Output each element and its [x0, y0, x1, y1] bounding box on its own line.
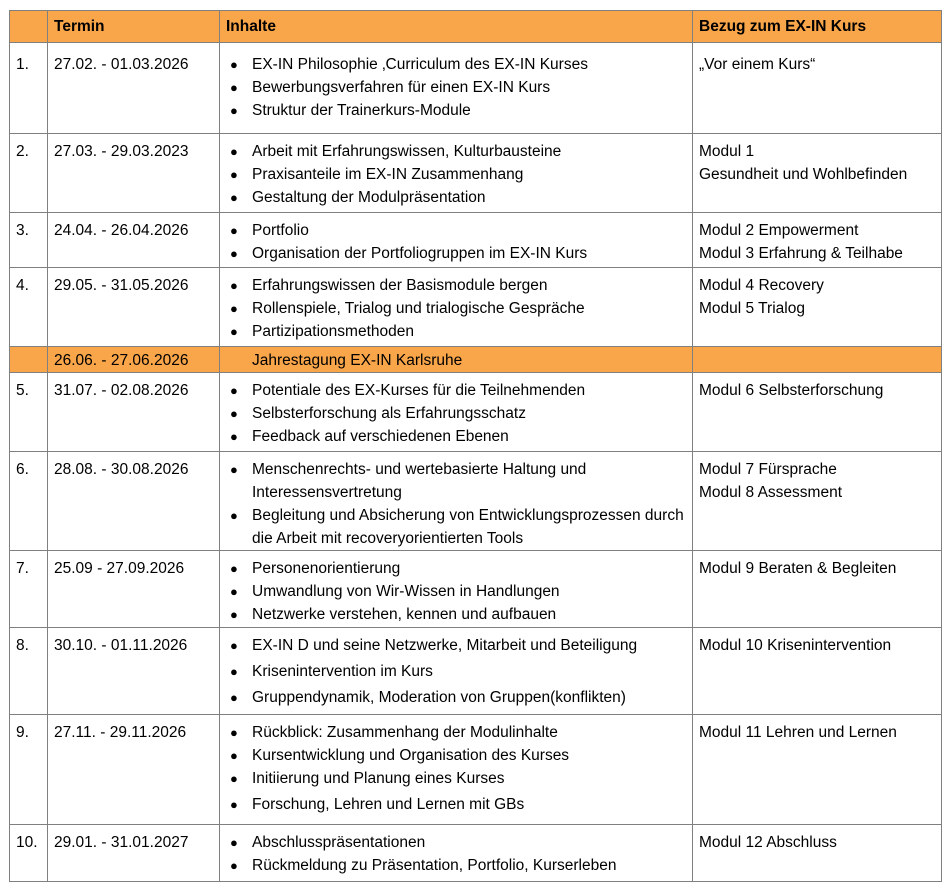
reference-line: Modul 5 Trialog [699, 300, 805, 317]
row-reference [693, 373, 942, 452]
reference-line: Modul 6 Selbsterforschung [699, 382, 884, 399]
content-item: ● Netzwerke verstehen, kennen und aufbauen [226, 603, 686, 626]
row-number: 2. [10, 134, 48, 213]
row-reference [693, 43, 942, 134]
row-number: 3. [10, 213, 48, 268]
bullet-icon: ● [230, 80, 238, 95]
bullet-icon: ● [230, 835, 238, 850]
bullet-icon: ● [230, 508, 238, 523]
row-date: 27.11. - 29.11.2026 [48, 715, 220, 825]
bullet-icon: ● [230, 278, 238, 293]
row-reference [693, 213, 942, 268]
bullet-icon: ● [230, 748, 238, 763]
bullet-icon: ● [230, 223, 238, 238]
row-content [220, 134, 693, 213]
content-item: ● Kursentwicklung und Organisation des Kurses [226, 744, 686, 767]
table-row [10, 268, 942, 347]
row-date: 27.03. - 29.03.2023 [48, 134, 220, 213]
reference-line: Gesundheit und Wohlbefinden [699, 166, 908, 183]
bullet-icon: ● [230, 103, 238, 118]
bullet-icon: ● [230, 429, 238, 444]
content-item: ● Menschenrechts- und wertebasierte Haltung und Interessensvertretung [226, 458, 686, 504]
row-reference [693, 551, 942, 628]
row-reference [693, 134, 942, 213]
table-row [10, 715, 942, 825]
content-item: ● Gestaltung der Modulpräsentation [226, 186, 686, 209]
bullet-icon: ● [230, 462, 238, 477]
row-content [220, 551, 693, 628]
bullet-icon: ● [230, 144, 238, 159]
row-content [220, 452, 693, 551]
reference-line: Modul 8 Assessment [699, 484, 843, 501]
row-date: 28.08. - 30.08.2026 [48, 452, 220, 551]
row-reference [693, 268, 942, 347]
bullet-icon: ● [230, 246, 238, 261]
row-number: 1. [10, 43, 48, 134]
content-item: ● Organisation der Portfoliogruppen im EX-IN Kurs [226, 242, 686, 265]
row-content [220, 628, 693, 715]
reference-line: Modul 10 Krisenintervention [699, 637, 892, 654]
bullet-icon: ● [230, 725, 238, 740]
bullet-icon: ● [230, 797, 238, 812]
table-row [10, 452, 942, 551]
bullet-icon: ● [230, 383, 238, 398]
table-row [10, 134, 942, 213]
bullet-icon: ● [230, 190, 238, 205]
table-row [10, 373, 942, 452]
bullet-icon: ● [230, 324, 238, 339]
row-content [220, 373, 693, 452]
row-number: 10. [10, 825, 48, 882]
row-content [220, 825, 693, 882]
row-reference [693, 452, 942, 551]
row-date: 24.04. - 26.04.2026 [48, 213, 220, 268]
row-date: 30.10. - 01.11.2026 [48, 628, 220, 715]
content-item: ● Forschung, Lehren und Lernen mit GBs [226, 793, 686, 816]
reference-line: „Vor einem Kurs“ [699, 56, 816, 73]
bullet-icon: ● [230, 57, 238, 72]
row-number: 8. [10, 628, 48, 715]
reference-line: Modul 2 Empowerment [699, 222, 859, 239]
content-item: ● Arbeit mit Erfahrungswissen, Kulturbausteine [226, 140, 686, 163]
content-item: ● Potentiale des EX-Kurses für die Teilnehmenden [226, 379, 686, 402]
reference-line: Modul 7 Fürsprache [699, 461, 837, 478]
row-content [220, 347, 693, 373]
row-number: 5. [10, 373, 48, 452]
reference-line: Modul 9 Beraten & Begleiten [699, 560, 897, 577]
bullet-icon: ● [230, 167, 238, 182]
content-item: ● EX-IN Philosophie ‚Curriculum des EX-IN Kurses [226, 53, 686, 76]
reference-line: Modul 3 Erfahrung & Teilhabe [699, 245, 903, 262]
bullet-icon: ● [230, 690, 238, 705]
row-number [10, 347, 48, 373]
content-item: ● Rollenspiele, Trialog und trialogische Gespräche [226, 297, 686, 320]
row-reference [693, 715, 942, 825]
bullet-icon: ● [230, 638, 238, 653]
row-date: 31.07. - 02.08.2026 [48, 373, 220, 452]
row-date: 27.02. - 01.03.2026 [48, 43, 220, 134]
row-reference [693, 825, 942, 882]
content-item: ● Erfahrungswissen der Basismodule bergen [226, 274, 686, 297]
event-title: Jahrestagung EX-IN Karlsruhe [252, 352, 463, 369]
bullet-icon: ● [230, 664, 238, 679]
row-date: 29.01. - 31.01.2027 [48, 825, 220, 882]
content-item: ● Krisenintervention im Kurs [226, 660, 686, 683]
bullet-icon: ● [230, 771, 238, 786]
table-row [10, 825, 942, 882]
bullet-icon: ● [230, 584, 238, 599]
header-inhalte: Inhalte [220, 11, 693, 43]
row-number: 4. [10, 268, 48, 347]
content-item: ● Struktur der Trainerkurs-Module [226, 99, 686, 122]
content-item: ● Gruppendynamik, Moderation von Gruppen(konflikten) [226, 686, 686, 709]
content-item: ● EX-IN D und seine Netzwerke, Mitarbeit und Beteiligung [226, 634, 686, 657]
row-reference [693, 347, 942, 373]
content-item: ● Personenorientierung [226, 557, 686, 580]
content-item: ● Abschlusspräsentationen [226, 831, 686, 854]
bullet-icon: ● [230, 607, 238, 622]
highlight-row [10, 347, 942, 373]
table-row [10, 213, 942, 268]
bullet-icon: ● [230, 858, 238, 873]
content-item: ● Rückmeldung zu Präsentation, Portfolio, Kurserleben [226, 854, 686, 877]
content-item: ● Partizipationsmethoden [226, 320, 686, 343]
reference-line: Modul 1 [699, 143, 755, 160]
header-row [10, 11, 942, 43]
content-item: ● Bewerbungsverfahren für einen EX-IN Kurs [226, 76, 686, 99]
content-item: ● Praxisanteile im EX-IN Zusammenhang [226, 163, 686, 186]
reference-line: Modul 11 Lehren und Lernen [699, 724, 897, 741]
table-row [10, 628, 942, 715]
bullet-icon: ● [230, 561, 238, 576]
bullet-icon: ● [230, 406, 238, 421]
row-date: 29.05. - 31.05.2026 [48, 268, 220, 347]
content-item: ● Umwandlung von Wir-Wissen in Handlungen [226, 580, 686, 603]
content-item: ● Initiierung und Planung eines Kurses [226, 767, 686, 790]
row-date: 25.09 - 27.09.2026 [48, 551, 220, 628]
row-date: 26.06. - 27.06.2026 [48, 347, 220, 373]
content-item: ● Selbsterforschung als Erfahrungsschatz [226, 402, 686, 425]
row-content [220, 43, 693, 134]
content-item: ● Portfolio [226, 219, 686, 242]
reference-line: Modul 12 Abschluss [699, 834, 837, 851]
reference-line: Modul 4 Recovery [699, 277, 824, 294]
bullet-icon: ● [230, 301, 238, 316]
content-item: ● Rückblick: Zusammenhang der Modulinhalte [226, 721, 686, 744]
header-termin: Termin [48, 11, 220, 43]
row-number: 9. [10, 715, 48, 825]
header-bezug: Bezug zum EX-IN Kurs [693, 11, 942, 43]
schedule-table [9, 10, 942, 882]
row-content [220, 213, 693, 268]
table-row [10, 551, 942, 628]
row-number: 6. [10, 452, 48, 551]
row-reference [693, 628, 942, 715]
table-row [10, 43, 942, 134]
content-item: ● Begleitung und Absicherung von Entwicklungsprozessen durch die Arbeit mit recoveryorientierten Tools [226, 504, 686, 550]
row-content [220, 715, 693, 825]
row-content [220, 268, 693, 347]
content-item: ● Feedback auf verschiedenen Ebenen [226, 425, 686, 448]
row-number: 7. [10, 551, 48, 628]
header-num [10, 11, 48, 43]
